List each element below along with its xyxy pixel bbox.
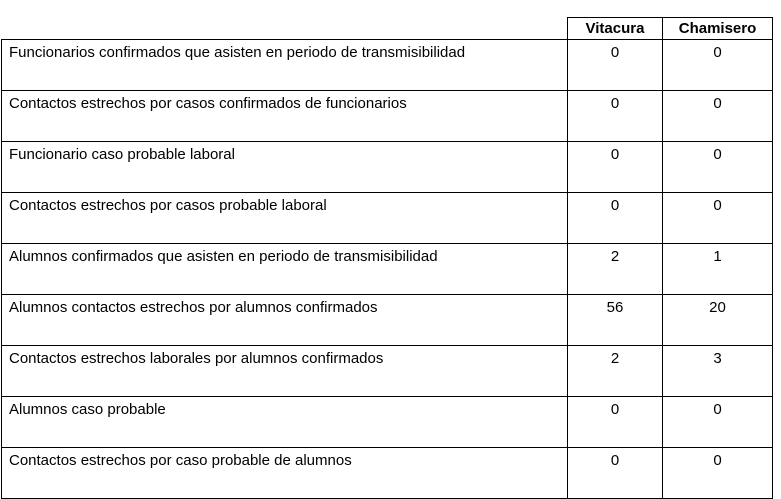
vitacura-value: 2: [568, 346, 663, 397]
vitacura-value: 0: [568, 91, 663, 142]
table-row: [2, 295, 773, 346]
vitacura-value: 0: [568, 193, 663, 244]
row-label: Contactos estrechos por casos probable laboral: [2, 193, 568, 244]
cases-table: [1, 17, 773, 499]
header-row: [2, 18, 773, 40]
table-row: [2, 346, 773, 397]
row-label: Funcionarios confirmados que asisten en periodo de transmisibilidad: [2, 40, 568, 91]
chamisero-value: 0: [663, 448, 773, 499]
header-chamisero: Chamisero: [663, 18, 773, 40]
chamisero-value: 3: [663, 346, 773, 397]
vitacura-value: 56: [568, 295, 663, 346]
table-row: [2, 244, 773, 295]
chamisero-value: 0: [663, 193, 773, 244]
row-label: Alumnos caso probable: [2, 397, 568, 448]
header-blank-cell: [2, 18, 568, 40]
table-row: [2, 397, 773, 448]
chamisero-value: 0: [663, 397, 773, 448]
table-row: [2, 142, 773, 193]
row-label: Alumnos confirmados que asisten en periodo de transmisibilidad: [2, 244, 568, 295]
row-label: Contactos estrechos por caso probable de alumnos: [2, 448, 568, 499]
row-label: Contactos estrechos por casos confirmados de funcionarios: [2, 91, 568, 142]
chamisero-value: 20: [663, 295, 773, 346]
chamisero-value: 0: [663, 40, 773, 91]
table-row: [2, 193, 773, 244]
header-vitacura: Vitacura: [568, 18, 663, 40]
chamisero-value: 0: [663, 142, 773, 193]
table-row: [2, 448, 773, 499]
table-row: [2, 40, 773, 91]
vitacura-value: 0: [568, 40, 663, 91]
vitacura-value: 0: [568, 142, 663, 193]
vitacura-value: 2: [568, 244, 663, 295]
chamisero-value: 0: [663, 91, 773, 142]
row-label: Contactos estrechos laborales por alumnos confirmados: [2, 346, 568, 397]
table-row: [2, 91, 773, 142]
row-label: Alumnos contactos estrechos por alumnos confirmados: [2, 295, 568, 346]
vitacura-value: 0: [568, 397, 663, 448]
row-label: Funcionario caso probable laboral: [2, 142, 568, 193]
vitacura-value: 0: [568, 448, 663, 499]
chamisero-value: 1: [663, 244, 773, 295]
